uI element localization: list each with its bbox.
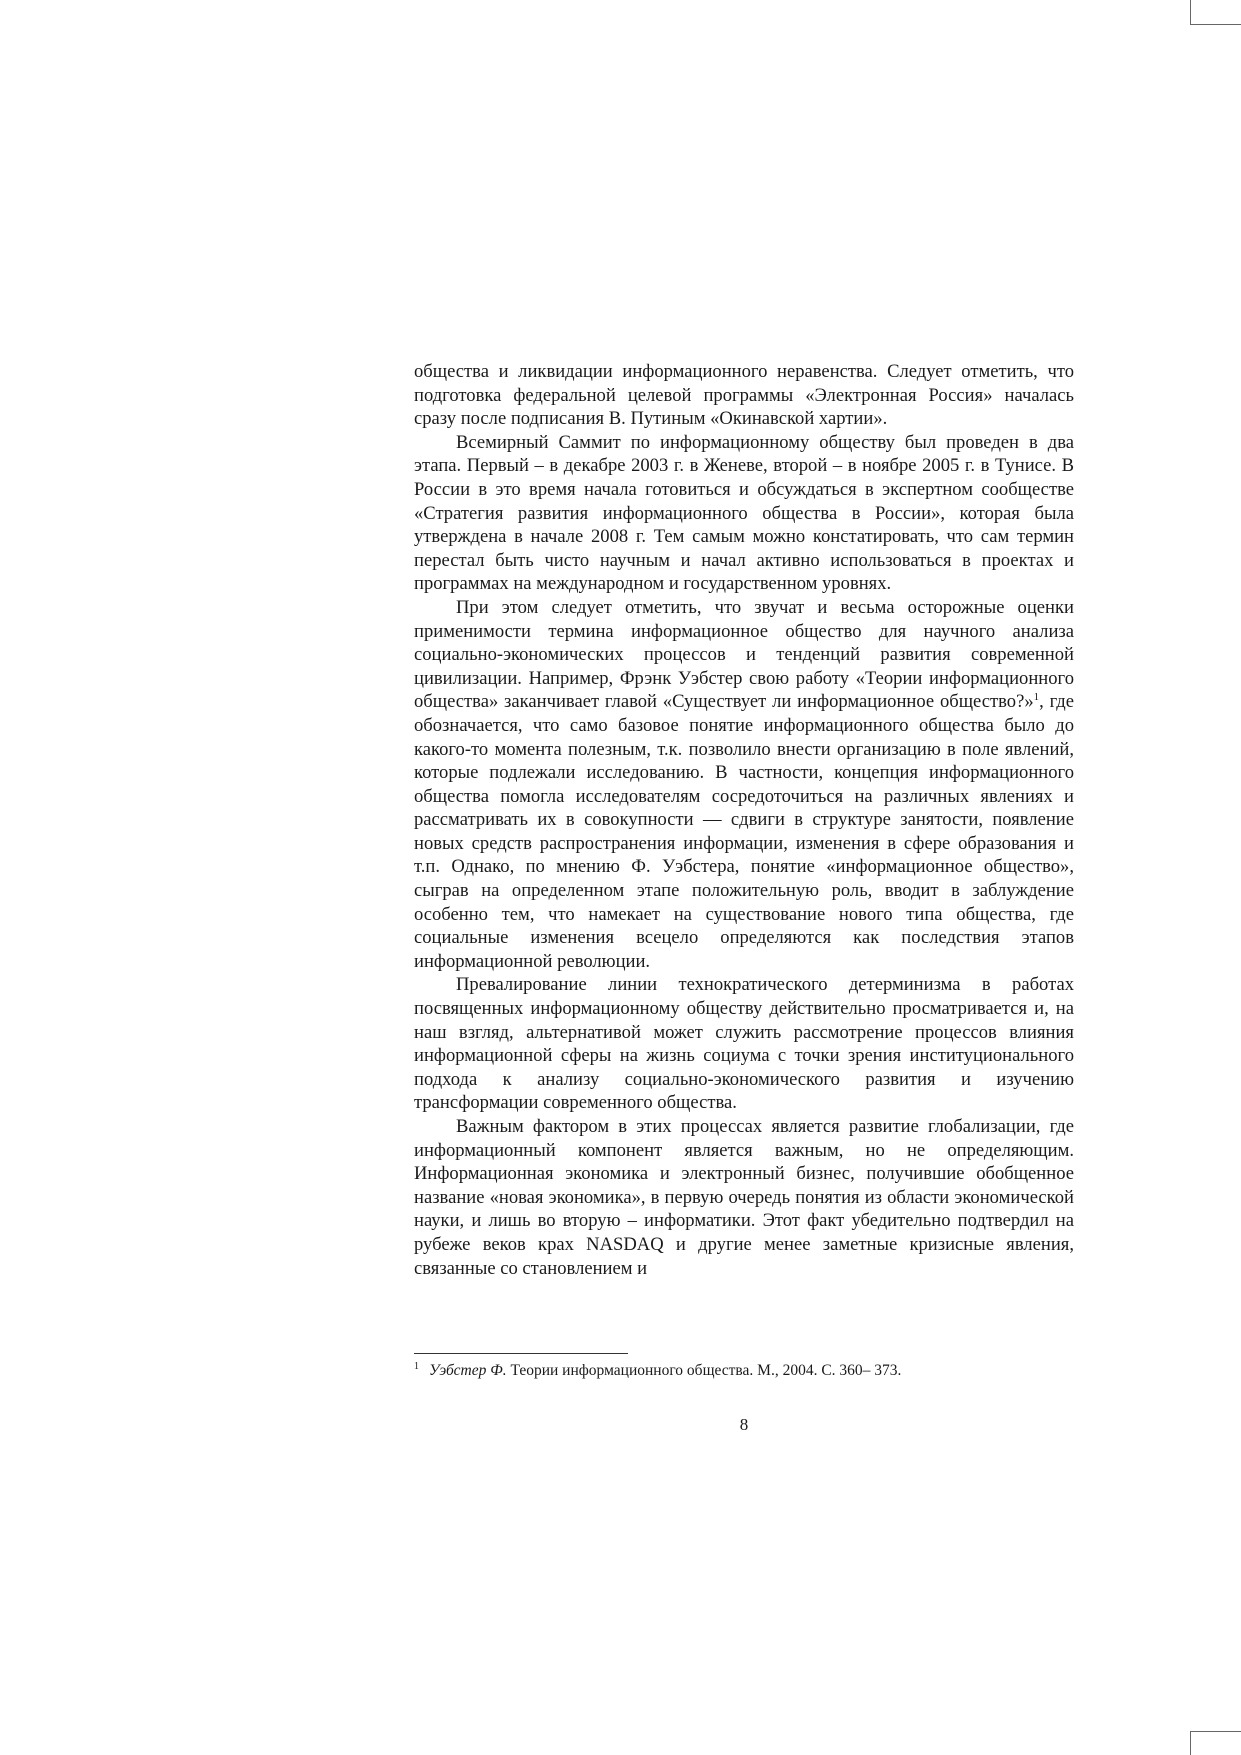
footnote xyxy=(414,1361,1074,1381)
crop-mark-bottom-right-horizontal xyxy=(1190,1731,1241,1732)
footnote-number: 1 xyxy=(414,1360,419,1372)
page-number: 8 xyxy=(739,1415,749,1434)
crop-mark-top-right-vertical xyxy=(1190,0,1191,24)
paragraph-2: Всемирный Саммит по информационному обществу был проведен в два этапа. Первый – в декабре 2003 г. в Женеве, второй – в ноябре 2005 г. в Тунисе. В России в это время начала готовиться и обсуждаться в экспертном сообществе «Стратегия развития информационного общества в России», которая была утверждена в начале 2008 г. Тем самым можно констатировать, что сам термин перестал быть чисто научным и начал активно использоваться в проектах и программах на международном и государственном уровнях. xyxy=(414,431,1074,595)
footnote-separator xyxy=(414,1353,628,1354)
paragraph-4: Превалирование линии технократического детерминизма в работах посвященных информационному обществу действительно просматривается и, на наш взгляд, альтернативой может служить рассмотрение процессов влияния информационной сферы на жизнь социума с точки зрения институционального подхода к анализу социально-экономического развития и изучению трансформации современного общества. xyxy=(414,974,1074,1114)
paragraph-5: Важным фактором в этих процессах является развитие глобализации, где информационный компонент является важным, но не определяющим. Информационная экономика и электронный бизнес, получившие обобщенное название «новая экономика», в первую очередь понятия из области экономической науки, и лишь во вторую – информатики. Этот факт убедительно подтвердил на рубеже веков крах NASDAQ и другие менее заметные кризисные явления, связанные со становлением и xyxy=(414,1116,1074,1279)
paragraph-3 xyxy=(414,596,1074,974)
body-text xyxy=(414,360,1074,1280)
footnote-author: Уэбстер Ф. xyxy=(429,1362,507,1379)
footnote-reference: 1 xyxy=(1033,691,1040,704)
paragraph-1: общества и ликвидации информационного неравенства. Следует отметить, что подготовка федеральной целевой программы «Электронная Россия» началась сразу после подписания В. Путиным «Окинавской хартии». xyxy=(414,361,1074,430)
crop-mark-top-right-horizontal xyxy=(1190,24,1241,25)
paragraph-3-part-2: , где обозначается, что само базовое понятие информационного общества было до какого-то момента полезным, т.к. позволило внести организацию в поле явлений, которые подлежали исследованию. В частности, концепция информационного общества помогла исследователям сосредоточиться на различных явлениях и рассматривать их в совокупности — сдвиги в структуре занятости, появление новых средств распространения информации, изменения в сфере образования и т.п. Однако, по мнению Ф. Уэбстера, понятие «информационное общество», сыграв на определенном этапе положительную роль, вводит в заблуждение особенно тем, что намекает на существование нового типа общества, где социальные изменения всецело определяются как последствия этапов информационной революции. xyxy=(414,691,1074,972)
paragraph-3-part-1: При этом следует отметить, что звучат и весьма осторожные оценки применимости термина информационное общество для научного анализа социально-экономических процессов и тенденций развития современной цивилизации. Например, Фрэнк Уэбстер свою работу «Теории информационного общества» заканчивает главой «Существует ли информационное общество?» xyxy=(414,596,1074,713)
crop-mark-bottom-right-vertical xyxy=(1190,1731,1191,1755)
footnote-text: Теории информационного общества. М., 2004. С. 360– 373. xyxy=(506,1362,902,1379)
